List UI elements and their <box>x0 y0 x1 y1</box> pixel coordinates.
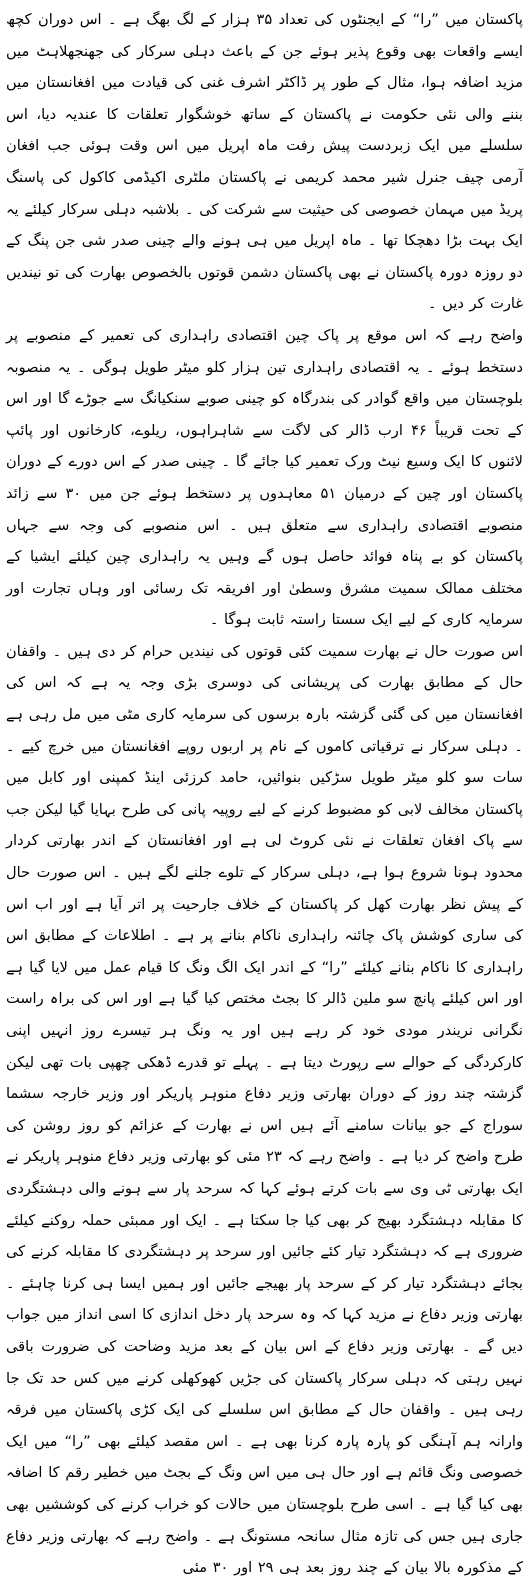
article-paragraph-2: واضح رہے کہ اس موقع پر پاک چین اقتصادی راہداری کی تعمیر کے منصوبے پر دستخط ہوئے ۔ یہ اقتصادی راہداری تین ہزار کلو میٹر طویل ہوگی ۔ یہ منصوبہ بلوچستان میں واقع گوادر کی بندرگاہ کو چینی صوبے سنکیانگ سے جوڑے گا اور اس کے تحت قریباً ۴۶ ارب ڈالر کی لاگت سے شاہراہوں، ریلوے، کارخانوں اور پائپ لائنوں کا ایک وسیع نیٹ ورک تعمیر کیا جائے گا ۔ چینی صدر کے اس دورے کے دوران پاکستان اور چین کے درمیان ۵۱ معاہدوں پر دستخط ہوئے جن میں ۳۰ سے زائد منصوبے اقتصادی راہداری سے متعلق ہیں ۔ اس منصوبے کی وجہ سے جہاں پاکستان کو بے پناہ فوائد حاصل ہوں گے وہیں یہ راہداری چین کیلئے ایشیا کے مختلف ممالک سمیت مشرق وسطیٰ اور افریقہ تک رسائی اور وہاں تجارت اور سرمایہ کاری کے لیے ایک سستا راستہ ثابت ہوگا ۔ <box>6 326 523 629</box>
article-paragraph-1: پاکستان میں ”را“ کے ایجنٹوں کی تعداد ۳۵ ہزار کے لگ بھگ ہے ۔ اس دوران کچھ ایسے واقعات بھی وقوع پذیر ہوئے جن کے باعث دہلی سرکار کی جھنجھلاہٹ میں مزید اضافہ ہوا، مثال کے طور پر ڈاکٹر اشرف غنی کی قیادت میں افغانستان میں بننے والی نئی حکومت نے پاکستان کے ساتھ خوشگوار تعلقات کا عندیہ دیا، اس سلسلے میں ایک زبردست پیش رفت ماہ اپریل میں اس وقت ہوئی جب افغان آرمی چیف جنرل شیر محمد کریمی نے پاکستان ملٹری اکیڈمی کاکول کی پاسنگ پریڈ میں مہمان خصوصی کی حیثیت سے شرکت کی ۔ بلاشبہ دہلی سرکار کیلئے یہ ایک بہت بڑا دھچکا تھا ۔ ماہ اپریل میں ہی ہونے والے چینی صدر شی جن پنگ کے دو روزہ دورہ پاکستان نے بھی پاکستان دشمن قوتوں بالخصوص بھارت کی تو نیندیں غارت کر دیں ۔ <box>6 11 523 313</box>
article-paragraph-3: اس صورت حال نے بھارت سمیت کئی قوتوں کی نیندیں حرام کر دی ہیں ۔ واقفان حال کے مطابق بھارت کی پریشانی کی دوسری بڑی وجہ یہ ہے کہ اس کی افغانستان میں کی گئی گزشتہ بارہ برسوں کی سرمایہ کاری مٹی میں مل رہی ہے ۔ دہلی سرکار نے ترقیاتی کاموں کے نام پر اربوں روپے افغانستان میں خرچ کیے ۔ سات سو کلو میٹر طویل سڑکیں بنوائیں، حامد کرزئی اینڈ کمپنی اور کابل میں پاکستان مخالف لابی کو مضبوط کرنے کے لیے روپیہ پانی کی طرح بہایا گیا لیکن جب سے پاک افغان تعلقات نے نئی کروٹ لی ہے اور افغانستان کے اندر بھارتی کردار محدود ہونا شروع ہوا ہے، دہلی سرکار کے تلوے جلنے لگے ہیں ۔ اس صورت حال کے پیش نظر بھارت کھل کر پاکستان کے خلاف جارحیت پر اتر آیا ہے اور اب اس کی ساری کوشش پاک چائنہ راہداری ناکام بنانے پر ہے ۔ اطلاعات کے مطابق اس راہداری کا ناکام بنانے کیلئے ”را“ کے اندر ایک الگ ونگ کا قیام عمل میں لایا گیا ہے اور اس کیلئے پانچ سو ملین ڈالر کا بجٹ مختص کیا گیا ہے اور اس کی براہ راست نگرانی نریندر مودی خود کر رہے ہیں اور یہ ونگ ہر تیسرے روز انہیں اپنی کارکردگی کے حوالے سے رپورٹ دیتا ہے ۔ پہلے تو قدرے ڈھکی چھپی بات تھی لیکن گزشتہ چند روز کے دوران بھارتی وزیر دفاع منوہر پاریکر اور وزیر خارجہ سشما سوراج کے جو بیانات سامنے آئے ہیں اس نے بھارت کے عزائم کو روز روشن کی طرح واضح کر دیا ہے ۔ واضح رہے کہ ۲۳ مئی کو بھارتی وزیر دفاع منوہر پاریکر نے ایک بھارتی ٹی وی سے بات کرتے ہوئے کہا کہ سرحد پار سے ہونے والی دہشتگردی کا مقابلہ دہشتگرد بھیج کر بھی کیا جا سکتا ہے ۔ ایک اور ممبئی حملہ روکنے کیلئے ضروری ہے کہ دہشتگرد تیار کئے جائیں اور سرحد پر دہشتگردی کا مقابلہ کرنے کی بجائے دہشتگرد تیار کر کے سرحد پار بھیجے جائیں اور ہمیں ایسا ہی کرنا چاہئے ۔ بھارتی وزیر دفاع نے مزید کہا کہ وہ سرحد پار دخل اندازی کا اسی انداز میں جواب دیں گے ۔ بھارتی وزیر دفاع کے اس بیان کے بعد مزید وضاحت کی ضرورت باقی نہیں رہتی کہ دہلی سرکار پاکستان کی جڑیں کھوکھلی کرنے میں کس حد تک جا رہی ہیں ۔ واقفان حال کے مطابق اس سلسلے کی ایک کڑی پاکستان میں فرقہ وارانہ ہم آہنگی کو پارہ پارہ کرنا بھی ہے ۔ اس مقصد کیلئے بھی ”را“ میں ایک خصوصی ونگ قائم ہے اور حال ہی میں اس ونگ کے بجٹ میں خطیر رقم کا اضافہ بھی کیا گیا ہے ۔ اسی طرح بلوچستان میں حالات کو خراب کرنے کی کوششیں بھی جاری ہیں جس کی تازہ مثال سانحہ مستونگ ہے ۔ واضح رہے کہ بھارتی وزیر دفاع کے مذکورہ بالا بیان کے چند روز بعد ہی ۲۹ اور ۳۰ مئی <box>6 642 523 1577</box>
